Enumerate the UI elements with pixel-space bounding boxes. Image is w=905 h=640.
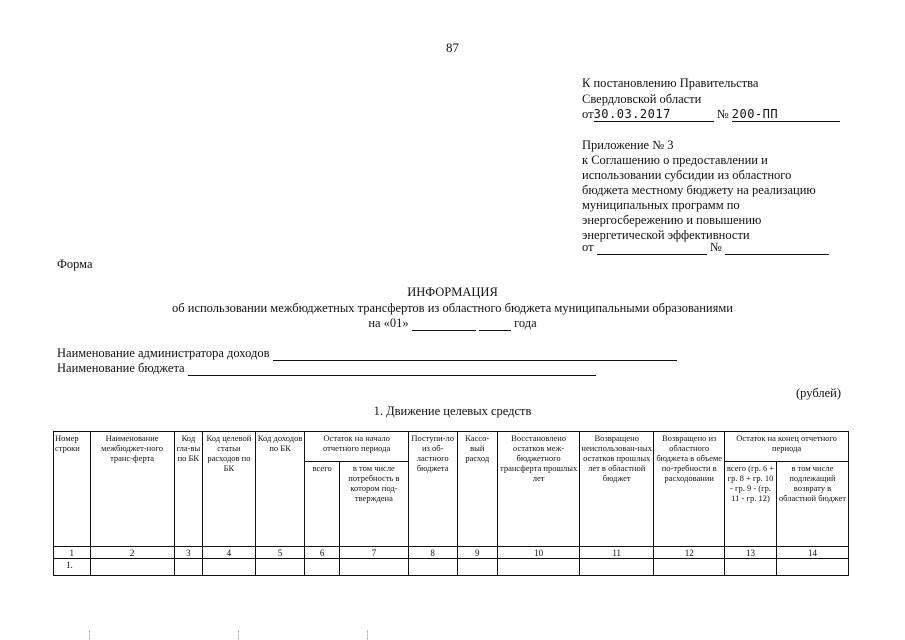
col-number-1: 1 (54, 547, 91, 559)
col-number-7: 7 (339, 547, 408, 559)
dashed-continuation-mark (238, 630, 239, 640)
document-subtitle: об использовании межбюджетных трансфертов из областного бюджета муниципальными образованиями (172, 301, 733, 315)
header-start-confirmed: в том числе потребность в котором под-тверждена (339, 462, 408, 547)
section-title: 1. Движение целевых средств (373, 404, 532, 418)
appendix-title: Приложение № 3 (582, 138, 674, 152)
header-row-number: Номер строки (54, 432, 91, 547)
appendix-line-5: энергосбережению и повышению (582, 213, 762, 227)
col-number-12: 12 (654, 547, 725, 559)
header-from-prefix: от (582, 107, 594, 121)
page-number: 87 (446, 40, 459, 55)
report-date-suffix: года (514, 316, 537, 330)
units-label: (рублей) (796, 386, 842, 400)
funds-movement-table (53, 431, 849, 576)
header-number: 200-ПП (731, 107, 779, 121)
col-number-8: 8 (408, 547, 457, 559)
report-date-prefix: на «01» (368, 316, 409, 330)
header-end-total: всего (гр. 6 + гр. 8 + гр. 10 - гр. 9 - (гр. 11 - гр. 12) (725, 462, 777, 547)
header-cash-expense: Кассо-вый расход (457, 432, 498, 547)
budget-label: Наименование бюджета (57, 361, 185, 375)
form-label: Форма (57, 257, 93, 271)
appendix-from-prefix: от (582, 240, 594, 254)
header-no-prefix: № (716, 107, 729, 121)
appendix-line-3: бюджета местному бюджету на реализацию (582, 183, 816, 197)
header-chapter-code: Код гла-вы по БК (174, 432, 202, 547)
col-number-13: 13 (725, 547, 777, 559)
document-title: ИНФОРМАЦИЯ (407, 285, 498, 299)
header-received: Поступи-ло из об-ластного бюджета (408, 432, 457, 547)
header-start-balance: Остаток на начало отчетного периода (305, 432, 408, 462)
row-number-1: 1. (54, 559, 91, 576)
appendix-line-6: энергетической эффективности (582, 228, 750, 242)
appendix-line-1: к Соглашению о предоставлении и (582, 153, 768, 167)
table-row (54, 559, 849, 576)
header-returned-from-budget: Возвращено из областного бюджета в объеме по-требности в расходовании (654, 432, 725, 547)
header-end-balance: Остаток на конец отчетного периода (725, 432, 849, 462)
header-date: 30.03.2017 (593, 107, 671, 121)
appendix-no-prefix: № (709, 240, 722, 254)
header-income-code: Код доходов по БК (255, 432, 305, 547)
header-target-article-code: Код целевой статьи расходов по БК (203, 432, 256, 547)
header-transfer-name: Наименование межбюджет-ного транс-ферта (90, 432, 174, 547)
col-number-3: 3 (174, 547, 202, 559)
dashed-continuation-mark (89, 630, 90, 640)
admin-label: Наименование администратора доходов (57, 346, 270, 360)
dashed-continuation-mark (367, 630, 368, 640)
col-number-9: 9 (457, 547, 498, 559)
admin-line (57, 346, 677, 361)
header-date-line (582, 107, 840, 122)
header-start-total: всего (305, 462, 339, 547)
col-number-6: 6 (305, 547, 339, 559)
appendix-line-2: использовании субсидии из областного (582, 168, 792, 182)
header-restored: Восстановлено остатков меж-бюджетного трансферта прошлых лет (498, 432, 580, 547)
col-number-10: 10 (498, 547, 580, 559)
header-end-to-return: в том числе подлежащий возврату в областной бюджет (776, 462, 848, 547)
col-number-14: 14 (776, 547, 848, 559)
header-line-2: Свердловской области (582, 92, 702, 106)
report-date-line (0, 316, 905, 331)
header-line-1: К постановлению Правительства (582, 76, 759, 90)
appendix-date-line (582, 240, 829, 255)
header-returned-unused: Возвращено неиспользован-ных остатков прошлых лет в областной бюджет (580, 432, 654, 547)
col-number-2: 2 (90, 547, 174, 559)
col-number-11: 11 (580, 547, 654, 559)
appendix-line-4: муниципальных программ по (582, 198, 740, 212)
col-number-5: 5 (255, 547, 305, 559)
col-number-4: 4 (203, 547, 256, 559)
budget-line (57, 361, 596, 376)
